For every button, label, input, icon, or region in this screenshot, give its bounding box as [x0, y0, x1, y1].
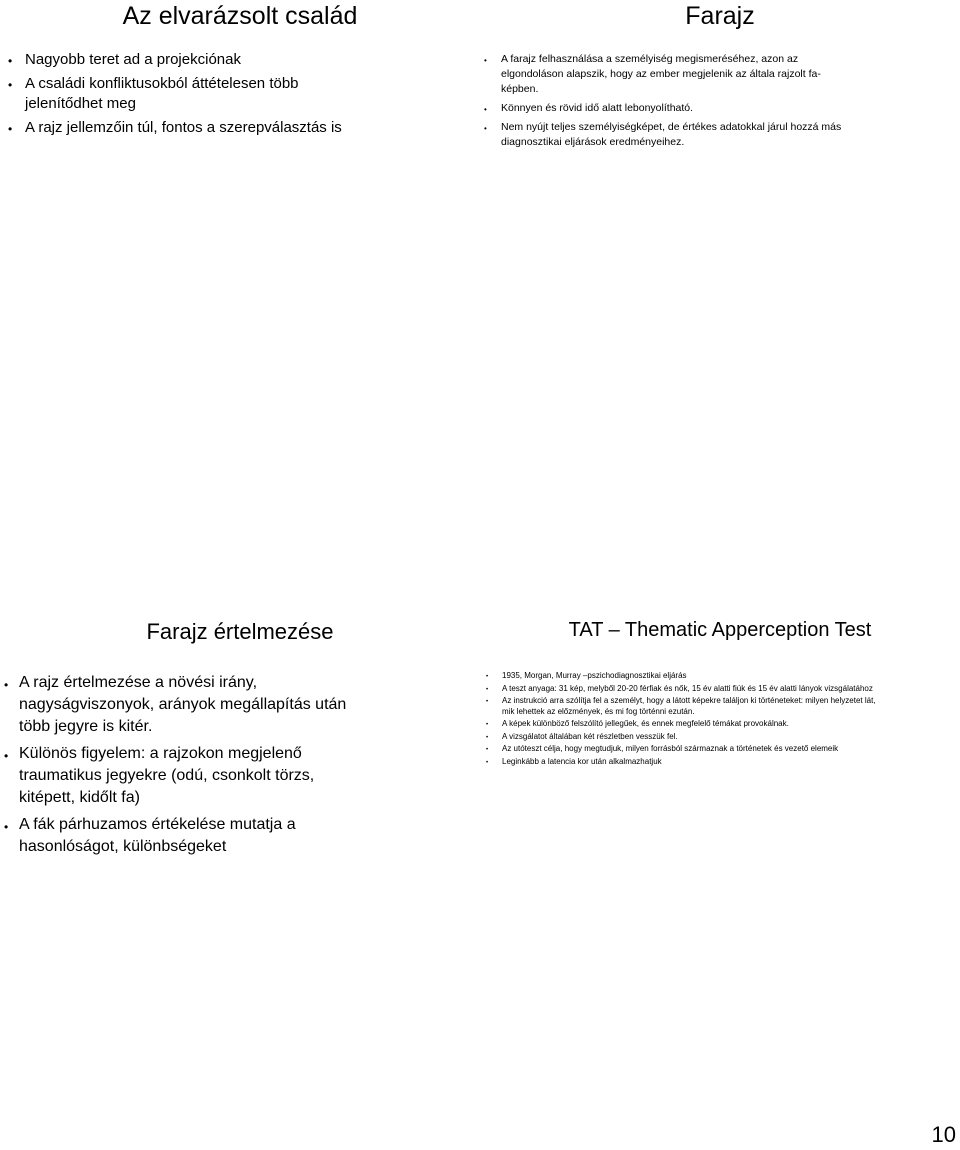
- list-item: • A fák párhuzamos értékelése mutatja a hasonlóságot, különbségeket: [4, 816, 296, 855]
- bullet-icon: •: [4, 678, 9, 692]
- list-item: • A rajz értelmezése a növési irány, nagyságviszonyok, arányok megállapítás után több jegyre is kitér.: [4, 674, 347, 735]
- bullet-list: [484, 52, 844, 154]
- list-item: • Különös figyelem: a rajzokon megjelenő traumatikus jegyekre (odú, csonkolt törzs, kitépett, kidőlt fa): [4, 745, 315, 806]
- list-item: • A képek különböző felszólító jellegűek, és ennek megfelelő témákat provokálnak.: [486, 719, 881, 730]
- page-number: 10: [931, 1122, 956, 1147]
- slide-farajz-ertelmezese: [0, 575, 480, 1150]
- bullet-icon: •: [8, 122, 13, 136]
- list-item: • Az utóteszt célja, hogy megtudjuk, milyen forrásból származnak a történetek és vezető elemeik: [486, 744, 881, 755]
- bullet-icon: •: [8, 78, 13, 92]
- list-item: • Nagyobb teret ad a projekciónak: [8, 50, 368, 70]
- bullet-list: [4, 672, 369, 863]
- list-item: • Könnyen és rövid idő alatt lebonyolítható.: [484, 101, 844, 116]
- list-item: • Az instrukció arra szólítja fel a személyt, hogy a látott képekre találjon ki történeteket: milyen helyzetet lát, mik lehettek az előzmények, és mi fog történni ezután.: [486, 696, 876, 716]
- list-item: • A vizsgálatot általában két részletben vesszük fel.: [486, 732, 881, 743]
- bullet-icon: •: [486, 759, 489, 766]
- bullet-icon: •: [484, 105, 487, 114]
- slide-title: Farajz: [685, 2, 755, 30]
- bullet-icon: •: [486, 674, 489, 680]
- list-item: • A teszt anyaga: 31 kép, melyből 20-20 férfiak és nők, 15 év alatti fiúk és 15 év alatti lányok vizsgálatához: [486, 684, 881, 695]
- bullet-list: [486, 671, 881, 769]
- slide-elvarazsolt-csalad: [0, 0, 480, 575]
- bullet-icon: •: [484, 56, 487, 65]
- bullet-icon: •: [486, 722, 489, 728]
- slide-tat: [480, 575, 960, 1150]
- list-item: • Nem nyújt teljes személyiségképet, de értékes adatokkal járul hozzá más diagnosztikai eljárások eredményeihez.: [484, 121, 842, 148]
- bullet-icon: •: [4, 820, 9, 834]
- bullet-list: [8, 50, 368, 142]
- slide-title: Farajz értelmezése: [146, 619, 334, 644]
- bullet-icon: •: [8, 54, 13, 68]
- slide-title: Az elvarázsolt család: [122, 2, 358, 30]
- list-item: • A farajz felhasználása a személyiség megismeréséhez, azon az elgondoláson alapszik, hogy az ember megjelenik az általa rajzolt fa-képben.: [484, 53, 821, 95]
- slide-farajz: [480, 0, 960, 575]
- list-item: • A rajz jellemzőin túl, fontos a szerepválasztás is: [8, 118, 368, 138]
- list-item: • A családi konfliktusokból áttételesen több jelenítődhet meg: [8, 75, 299, 112]
- bullet-icon: •: [486, 686, 489, 693]
- bullet-icon: •: [486, 747, 489, 753]
- slide-title: TAT – Thematic Apperception Test: [568, 619, 872, 641]
- list-item: • 1935, Morgan, Murray –pszichodiagnosztikai eljárás: [486, 671, 881, 682]
- bullet-icon: •: [4, 749, 9, 763]
- bullet-icon: •: [486, 699, 489, 705]
- bullet-icon: •: [484, 124, 487, 133]
- bullet-icon: •: [486, 734, 489, 741]
- list-item: • Leginkább a latencia kor után alkalmazhatjuk: [486, 757, 881, 768]
